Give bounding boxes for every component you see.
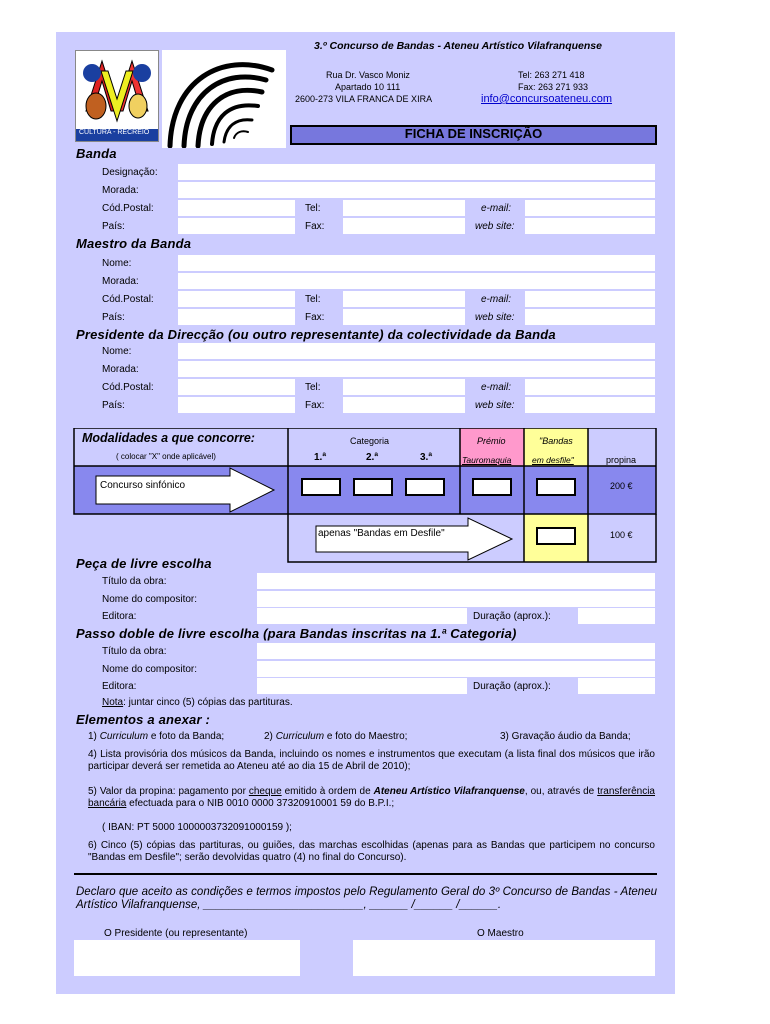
elemento-5-a: 5) Valor da propina: pagamento por [88, 786, 246, 797]
presidente-codpostal-label: Cód.Postal: [102, 382, 154, 393]
section-peca-title: Peça de livre escolha [76, 556, 212, 571]
categoria-3-header: 3.ª [420, 452, 433, 463]
maestro-signature-field[interactable] [353, 940, 655, 976]
tauromaquia-header: Tauromaquia [462, 455, 512, 465]
maestro-pais-field[interactable] [178, 309, 295, 325]
presidente-signature-field[interactable] [74, 940, 300, 976]
banda-designacao-field[interactable] [178, 164, 655, 180]
tel-info: Tel: 263 271 418 [518, 70, 585, 80]
section-passo-title: Passo doble de livre escolha (para Bandas inscritas na 1.ª Categoria) [76, 626, 517, 641]
elemento-5 [88, 786, 655, 810]
section-elementos-title: Elementos a anexar : [76, 712, 211, 727]
banda-web-field[interactable] [525, 218, 655, 234]
presidente-fax-label: Fax: [305, 400, 325, 411]
presidente-morada-field[interactable] [178, 361, 655, 377]
peca-duracao-field[interactable] [578, 608, 655, 624]
peca-compositor-field[interactable] [257, 591, 655, 607]
elemento-1 [88, 731, 224, 742]
categoria-1-checkbox[interactable] [301, 478, 341, 496]
presidente-nome-label: Nome: [102, 346, 132, 357]
tauromaquia-checkbox[interactable] [472, 478, 512, 496]
maestro-nome-field[interactable] [178, 255, 655, 271]
passo-titulo-label: Título da obra: [102, 646, 167, 657]
divider [74, 873, 657, 875]
elemento-6: 6) Cinco (5) cópias das partituras, ou guiões, das marchas escolhidas (apenas para as Bandas que participem no concurso "Bandas em Desfile"; serão devolvidas quatro (4) no final do Concurso). [88, 840, 655, 863]
banda-designacao-label: Designação: [102, 167, 158, 178]
bandas-header: "Bandas [539, 436, 573, 446]
maestro-codpostal-field[interactable] [178, 291, 295, 307]
maestro-tel-label: Tel: [305, 294, 321, 305]
banda-email-field[interactable] [525, 200, 655, 216]
fax-info: Fax: 263 271 933 [518, 82, 589, 92]
event-title: 3.º Concurso de Bandas - Ateneu Artístico Vilafranquense [314, 40, 602, 52]
categoria-2-header: 2.ª [366, 452, 379, 463]
maestro-pais-label: País: [102, 312, 125, 323]
peca-compositor-label: Nome do compositor: [102, 594, 198, 605]
presidente-signature-label: O Presidente (ou representante) [104, 928, 248, 939]
maestro-fax-label: Fax: [305, 312, 325, 323]
declaracao-text: Declaro que aceito as condições e termos impostos pelo Regulamento Geral do 3º Concurso de Bandas - Ateneu Artístico Vilafranquense, _________________________, ______ /______ /______. [76, 886, 657, 911]
passo-duracao-label: Duração (aprox.): [473, 681, 551, 692]
categoria-3-checkbox[interactable] [405, 478, 445, 496]
concurso-sinfonico-label: Concurso sinfónico [100, 480, 186, 491]
price-sinfonico: 200 € [610, 481, 633, 491]
presidente-email-label: e-mail: [481, 382, 512, 393]
form-title: FICHA DE INSCRIÇÃO [404, 126, 543, 141]
banda-tel-label: Tel: [305, 203, 321, 214]
section-banda-title: Banda [76, 146, 117, 161]
banda-pais-label: País: [102, 221, 125, 232]
section-maestro-title: Maestro da Banda [76, 236, 192, 251]
peca-editora-field[interactable] [257, 608, 467, 624]
maestro-codpostal-label: Cód.Postal: [102, 294, 154, 305]
section-presidente-title: Presidente da Direcção (ou outro representante) da colectividade da Banda [76, 327, 556, 342]
elemento-3: 3) Gravação áudio da Banda; [500, 731, 631, 742]
modalidades-table [70, 428, 660, 568]
categoria-header: Categoria [350, 436, 390, 446]
banda-codpostal-field[interactable] [178, 200, 295, 216]
email-link[interactable]: info@concursoateneu.com [481, 93, 613, 105]
banda-pais-field[interactable] [178, 218, 295, 234]
passo-duracao-field[interactable] [578, 678, 655, 694]
modalidades-hint: ( colocar "X" onde aplicável) [116, 452, 216, 461]
passo-compositor-label: Nome do compositor: [102, 664, 198, 675]
elemento-1-curriculum: Curriculum [99, 731, 149, 742]
maestro-email-field[interactable] [525, 291, 655, 307]
categoria-1-header: 1.ª [314, 452, 327, 463]
banda-email-label: e-mail: [481, 203, 512, 214]
maestro-morada-label: Morada: [102, 276, 139, 287]
elemento-5-c: , ou, através de [524, 786, 595, 797]
presidente-tel-label: Tel: [305, 382, 321, 393]
elemento-5-d: efectuada para o NIB 0010 0000 37320910001 59 do B.P.I.; [129, 798, 395, 809]
nota [102, 697, 293, 708]
banda-fax-label: Fax: [305, 221, 325, 232]
address-line-3: 2600-273 VILA FRANCA DE XIRA [295, 94, 433, 104]
presidente-pais-label: País: [102, 400, 125, 411]
maestro-email-label: e-mail: [481, 294, 512, 305]
elemento-2 [264, 731, 407, 742]
elemento-5-ateneu: Ateneu Artístico Vilafranquense [373, 786, 525, 797]
presidente-codpostal-field[interactable] [178, 379, 295, 395]
peca-titulo-field[interactable] [257, 573, 655, 589]
presidente-web-field[interactable] [525, 397, 655, 413]
elemento-5-cheque: cheque [248, 786, 282, 797]
passo-editora-label: Editora: [102, 681, 137, 692]
address-line-1: Rua Dr. Vasco Moniz [326, 70, 410, 80]
iban: ( IBAN: PT 5000 1000003732091000159 ); [102, 822, 292, 833]
ateneu-logo [75, 50, 159, 142]
presidente-nome-field[interactable] [178, 343, 655, 359]
presidente-tel-field[interactable] [343, 379, 465, 395]
em-desfile-header: em desfile" [532, 455, 574, 465]
nota-text: : juntar cinco (5) cópias das partituras. [123, 697, 293, 708]
maestro-tel-field[interactable] [343, 291, 465, 307]
maestro-web-label: web site: [475, 312, 515, 323]
maestro-nome-label: Nome: [102, 258, 132, 269]
arcs-logo [162, 50, 286, 148]
presidente-web-label: web site: [475, 400, 515, 411]
banda-fax-field[interactable] [343, 218, 465, 234]
banda-morada-field[interactable] [178, 182, 655, 198]
presidente-morada-label: Morada: [102, 364, 139, 375]
elemento-1-num: 1) [88, 731, 97, 742]
premio-header: Prémio [477, 436, 506, 446]
peca-titulo-label: Título da obra: [102, 576, 167, 587]
elemento-5-b: emitido à ordem de [284, 786, 371, 797]
peca-editora-label: Editora: [102, 611, 137, 622]
passo-titulo-field[interactable] [257, 643, 655, 659]
banda-web-label: web site: [475, 221, 515, 232]
elemento-4: 4) Lista provisória dos músicos da Banda, incluindo os nomes e instrumentos que executam (a lista final dos músicos que irão participar deverá ser remetida ao Ateneu até ao dia 15 de Abril de 2010); [88, 749, 655, 772]
propina-header: propina [606, 455, 637, 465]
presidente-fax-field[interactable] [343, 397, 465, 413]
modalidades-title: Modalidades a que concorre: [82, 431, 255, 445]
banda-codpostal-label: Cód.Postal: [102, 203, 154, 214]
maestro-signature-label: O Maestro [477, 928, 524, 939]
address-line-2: Apartado 10 111 [335, 82, 401, 92]
elemento-2-rest: e foto do Maestro; [326, 731, 408, 742]
presidente-pais-field[interactable] [178, 397, 295, 413]
banda-morada-label: Morada: [102, 185, 139, 196]
peca-duracao-label: Duração (aprox.): [473, 611, 551, 622]
desfile-checkbox-1[interactable] [536, 478, 576, 496]
elemento-2-curriculum: Curriculum [275, 731, 325, 742]
nota-label: Nota [102, 697, 124, 708]
maestro-morada-field[interactable] [178, 273, 655, 289]
price-desfile: 100 € [610, 530, 633, 540]
banda-tel-field[interactable] [343, 200, 465, 216]
elemento-1-rest: e foto da Banda; [150, 731, 225, 742]
apenas-desfile-label: apenas "Bandas em Desfile" [318, 528, 445, 539]
maestro-fax-field[interactable] [343, 309, 465, 325]
passo-editora-field[interactable] [257, 678, 467, 694]
passo-compositor-field[interactable] [257, 661, 655, 677]
logo-caption: CULTURA - RECREIO [79, 129, 150, 136]
elemento-5-transferencia: transferência bancária [88, 786, 655, 809]
elemento-2-num: 2) [264, 731, 273, 742]
presidente-email-field[interactable] [525, 379, 655, 395]
categoria-2-checkbox[interactable] [353, 478, 393, 496]
desfile-checkbox-2[interactable] [536, 527, 576, 545]
maestro-web-field[interactable] [525, 309, 655, 325]
